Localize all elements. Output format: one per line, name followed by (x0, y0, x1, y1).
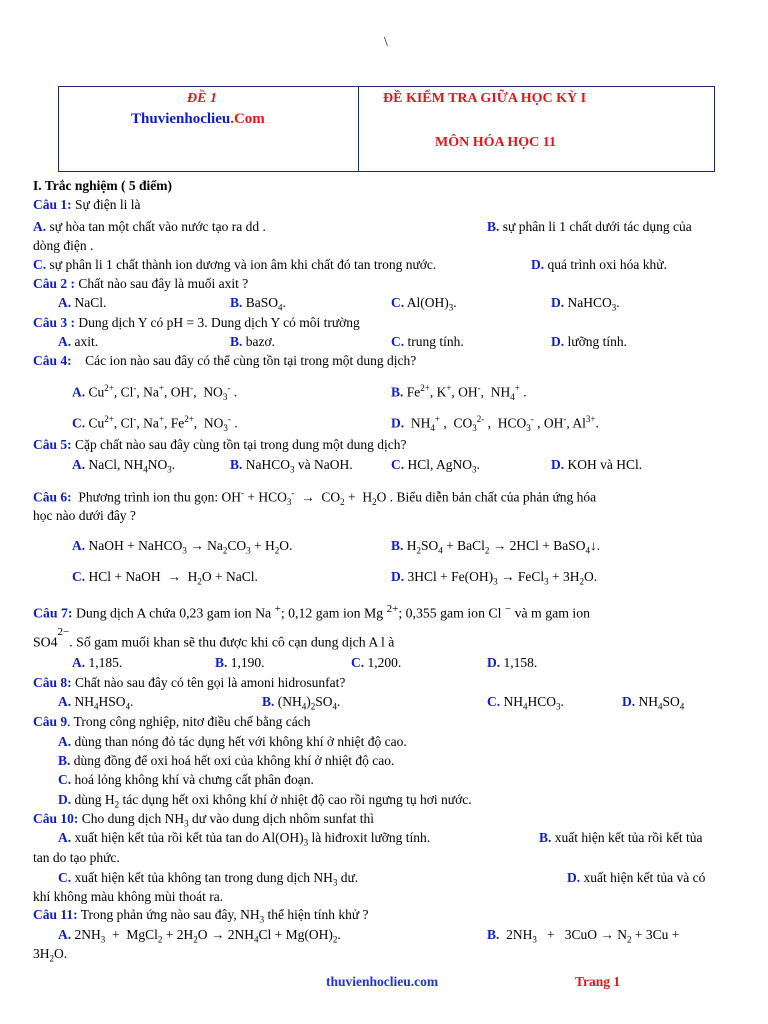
q4-option-b: B. $Fe^{2+}$, K+, OH-, $NH_4^+$ . (391, 383, 527, 403)
question-7-cont: $SO4^{2-}$. Số gam muối khan sẽ thu được khi cô cạn dung dịch A l à (33, 626, 395, 650)
top-mark: \ (384, 34, 388, 49)
exam-header-table (58, 86, 715, 172)
q10-option-b-cont: tan do tạo phức. (33, 850, 120, 865)
q9-option-d: D. dùng $H_2$ tác dụng hết oxi không khí ở nhiệt độ cao rồi ngưng tụ hơi nước. (58, 792, 472, 810)
q8-option-a: A. $NH_4HSO_4$. (58, 694, 134, 712)
q7-option-a: A. 1,185. (72, 655, 123, 670)
q1-option-d: D. quá trình oxi hóa khử. (531, 257, 667, 272)
q1-option-b: B. sự phân li 1 chất dưới tác dụng của (487, 219, 692, 234)
q10-option-d: D. xuất hiện kết tủa và có (567, 870, 706, 885)
exam-number: ĐỀ 1 (187, 91, 217, 106)
q9-option-a: A. dùng than nóng đỏ tác dụng hết với không khí ở nhiệt độ cao. (58, 734, 407, 749)
q1-option-c: C. sự phân li 1 chất thành ion dương và ion âm khi chất đó tan trong nước. (33, 257, 437, 272)
q3-option-a: A. axit. (58, 334, 99, 349)
q5-option-c: C. HCl, AgNO$_3$. (391, 457, 480, 475)
q8-option-d: D. $NH_4SO_4$ (622, 694, 685, 712)
q6-option-a: A. NaOH + NaHCO$_3$ → $Na_2CO_3 + H_2O$. (72, 538, 293, 556)
question-3: Câu 3 : Dung dịch Y có pH = 3. Dung dịch Y có môi trường (33, 315, 360, 330)
q7-option-d: D. 1,158. (487, 655, 538, 670)
question-11: Câu 11: Trong phản ứng nào sau đây, $NH_3$ thể hiện tính khử ? (33, 907, 369, 925)
q5-option-a: A. NaCl, $NH_4NO_3$. (72, 457, 176, 475)
question-4: Câu 4: Các ion nào sau đây có thể cùng tồn tại trong một dung dịch? (33, 353, 417, 368)
section-title: I. Trắc nghiệm ( 5 điểm) (33, 178, 172, 193)
q8-option-c: C. $NH_4HCO_3$. (487, 694, 564, 712)
question-2: Câu 2 : Chất nào sau đây là muối axit ? (33, 276, 249, 291)
q3-option-d: D. lưỡng tính. (551, 334, 627, 349)
q4-option-d: D. $NH_4^+$ , $CO_3^{2-}$ , $HCO_3^-$ , OH-, $Al^{3+}$. (391, 414, 599, 434)
q8-option-b: B. $(NH_4)_2SO_4$. (262, 694, 341, 712)
q2-option-b: B. BaSO$_4$. (230, 295, 286, 313)
q6-option-b: B. $H_2SO_4$ + BaCl$_2$ → 2HCl + BaSO$_4$↓. (391, 538, 601, 556)
exam-title: ĐỀ KIỂM TRA GIỮA HỌC KỲ I (383, 91, 587, 106)
q10-option-a: A. xuất hiện kết tủa rồi kết tủa tan do $Al(OH)_3$ là hiđroxit lưỡng tính. (58, 830, 431, 848)
q4-option-c: C. $Cu^{2+}$, Cl-, Na+, $Fe^{2+}$, $NO_3^-$ . (72, 414, 238, 434)
question-8: Câu 8: Chất nào sau đây có tên gọi là amoni hidrosunfat? (33, 675, 346, 690)
q1-option-a: A. sự hòa tan một chất vào nước tạo ra dd . (33, 219, 266, 234)
site-logo-text: Thuvienhoclieu.Com (131, 111, 265, 127)
q7-option-b: B. 1,190. (215, 655, 265, 670)
q5-option-d: D. KOH và HCl. (551, 457, 643, 472)
question-9: Câu 9. Trong công nghiệp, nitơ điều chế bằng cách (33, 714, 311, 729)
q4-option-a: A. $Cu^{2+}$, Cl-, Na+, OH-, $NO_3^-$ . (72, 383, 238, 403)
q11-option-b: B. $2NH_3 + 3CuO \to N_2 + 3Cu$ + (487, 927, 680, 945)
q3-option-b: B. bazơ. (230, 334, 276, 349)
footer-page-number: Trang 1 (575, 974, 621, 989)
question-6: Câu 6: Phương trình ion thu gọn: $OH^- + HCO_3^- \to CO_2 + H_2O$ . Biểu diễn bản chất của phản ứng hóa (33, 488, 597, 508)
q6-option-d: D. $3HCl + Fe(OH)_3$ → FeCl$_3$ + $3H_2O$. (391, 569, 598, 587)
q10-option-d-cont: khí không màu không mùi thoát ra. (33, 889, 224, 904)
header-divider (358, 87, 359, 171)
exam-subject: MÔN HÓA HỌC 11 (435, 135, 556, 150)
question-7: Câu 7: Dung dịch A chứa 0,23 gam ion Na +; 0,12 gam ion Mg $^{2+}$; 0,355 gam ion Cl − và m gam ion (33, 603, 591, 621)
q5-option-b: B. NaHCO$_3$ và NaOH. (230, 457, 353, 475)
q6-option-c: C. HCl + NaOH → $H_2O$ + NaCl. (72, 569, 258, 587)
q10-option-b: B. xuất hiện kết tủa rồi kết tủa (539, 830, 703, 845)
q2-option-c: C. $Al(OH)_3$. (391, 295, 457, 313)
q11-option-a: A. $2NH_3$ + MgCl$_2$ + $2H_2O \to 2NH_4Cl + Mg(OH)_2$. (58, 927, 341, 945)
question-6-cont: học nào dưới đây ? (33, 508, 136, 523)
q10-option-c: C. xuất hiện kết tủa không tan trong dung dịch $NH_3$ dư. (58, 870, 359, 888)
question-10: Câu 10: Cho dung dịch $NH_3$ dư vào dung dịch nhôm sunfat thì (33, 811, 375, 829)
q2-option-a: A. NaCl. (58, 295, 107, 310)
q11-option-b-cont: $3H_2O$. (33, 946, 68, 964)
footer-site: thuvienhoclieu.com (326, 974, 439, 989)
q9-option-b: B. dùng đồng để oxi hoá hết oxi của không khí ở nhiệt độ cao. (58, 753, 395, 768)
q2-option-d: D. NaHCO$_3$. (551, 295, 620, 313)
q3-option-c: C. trung tính. (391, 334, 464, 349)
q9-option-c: C. hoá lỏng không khí và chưng cất phân đoạn. (58, 772, 314, 787)
q1-option-b-cont: dòng điện . (33, 238, 94, 253)
question-5: Câu 5: Cặp chất nào sau đây cùng tồn tại trong dung một dung dịch? (33, 437, 407, 452)
question-1: Câu 1: Sự điện li là (33, 197, 141, 212)
q7-option-c: C. 1,200. (351, 655, 402, 670)
